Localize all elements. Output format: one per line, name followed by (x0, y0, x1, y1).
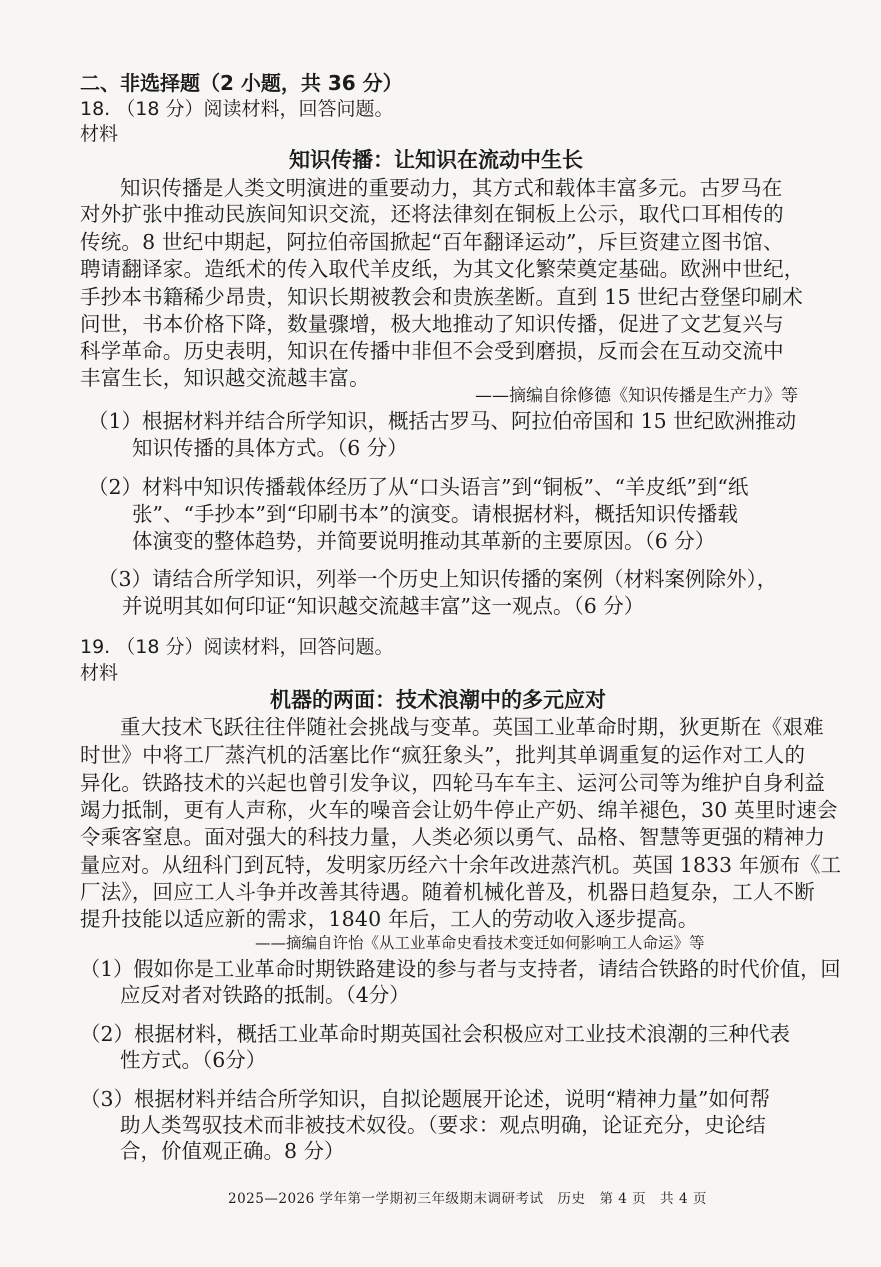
q19-question-1: （1）假如你是工业革命时期铁路建设的参与者与支持者，请结合铁路的时代价值，回 (80, 957, 841, 981)
q19-passage-line: 时世》中将工厂蒸汽机的活塞比作“疯狂象头”，批判其单调重复的运作对工人的 (80, 743, 806, 767)
section-heading: 二、非选择题（2 小题，共 36 分） (80, 71, 403, 95)
q19-passage-line: 提升技能以适应新的需求，1840 年后，工人的劳动收入逐步提高。 (80, 907, 699, 931)
q19-passage-line: 竭力抵制，更有人声称，火车的噪音会让奶牛停止产奶、绵羊褪色，30 英里时速会 (80, 798, 838, 822)
q19-passage-line: 重大技术飞跃往往伴随社会挑战与变革。英国工业革命时期，狄更斯在《艰难 (120, 715, 824, 739)
q19-question-2: 性方式。（6分） (120, 1048, 267, 1072)
q18-question-3: （3）请结合所学知识，列举一个历史上知识传播的案例（材料案例除外）， (98, 567, 778, 591)
q18-passage-line: 手抄本书籍稀少昂贵，知识长期被教会和贵族垄断。直到 15 世纪古登堡印刷术 (80, 285, 804, 309)
q19-intro: 19. （18 分）阅读材料，回答问题。 (80, 636, 394, 658)
q18-material-label: 材料 (80, 123, 119, 145)
q19-source: ——摘编自许怡《从工业革命史看技术变迁如何影响工人命运》等 (255, 934, 705, 952)
q18-title: 知识传播：让知识在流动中生长 (289, 147, 583, 172)
q18-passage-line: 对外扩张中推动民族间知识交流，还将法律刻在铜板上公示，取代口耳相传的 (80, 202, 784, 226)
q18-question-2: 张”、“手抄本”到“印刷书本”的演变。请根据材料，概括知识传播载 (132, 502, 738, 526)
q18-passage-line: 丰富生长，知识越交流越丰富。 (80, 366, 370, 390)
q19-question-3: 助人类驾驭技术而非被技术奴役。（要求：观点明确，论证充分，史论结 (120, 1113, 766, 1137)
q18-passage-line: 问世，书本价格下降，数量骤增，极大地推动了知识传播，促进了文艺复兴与 (80, 312, 784, 336)
q18-question-2: （2）材料中知识传播载体经历了从“口头语言”到“铜板”、“羊皮纸”到“纸 (88, 475, 749, 499)
q18-passage-line: 科学革命。历史表明，知识在传播中非但不会受到磨损，反而会在互动交流中 (80, 339, 784, 363)
q18-passage-line: 传统。8 世纪中期起，阿拉伯帝国掀起“百年翻译运动”，斥巨资建立图书馆、 (80, 230, 784, 254)
q18-question-2: 体演变的整体趋势，并简要说明推动其革新的主要原因。（6 分） (132, 529, 716, 553)
q19-material-label: 材料 (80, 662, 119, 684)
q18-passage-line: 知识传播是人类文明演进的重要动力，其方式和载体丰富多元。古罗马在 (120, 176, 783, 200)
q19-passage-line: 异化。铁路技术的兴起也曾引发争议，四轮马车车主、运河公司等为维护自身利益 (80, 771, 826, 795)
q19-question-3: 合，价值观正确。8 分） (120, 1139, 345, 1163)
q18-source: ——摘编自徐修德《知识传播是生产力》等 (475, 386, 798, 406)
q19-passage-line: 令乘客窒息。面对强大的科技力量，人类必须以勇气、品格、智慧等更强的精神力 (80, 825, 826, 849)
q18-intro: 18. （18 分）阅读材料，回答问题。 (80, 98, 394, 120)
page-footer: 2025—2026 学年第一学期初三年级期末调研考试 历史 第 4 页 共 4 页 (228, 1191, 707, 1207)
q19-title: 机器的两面：技术浪潮中的多元应对 (270, 687, 606, 712)
q18-question-1: （1）根据材料并结合所学知识，概括古罗马、阿拉伯帝国和 15 世纪欧洲推动 (88, 409, 797, 433)
q19-question-3: （3）根据材料并结合所学知识，自拟论题展开论述，说明“精神力量”如何帮 (80, 1087, 771, 1111)
q18-question-1: 知识传播的具体方式。（6 分） (132, 436, 408, 460)
q18-question-3: 并说明其如何印证“知识越交流越丰富”这一观点。（6 分） (122, 594, 645, 618)
q18-passage-line: 聘请翻译家。造纸术的传入取代羊皮纸，为其文化繁荣奠定基础。欧洲中世纪， (80, 257, 805, 281)
q19-passage-line: 厂法》，回应工人斗争并改善其待遇。随着机械化普及，机器日趋复杂，工人不断 (80, 880, 815, 904)
q19-question-1: 应反对者对铁路的抵制。（4分） (120, 983, 410, 1007)
q19-passage-line: 量应对。从纽科门到瓦特，发明家历经六十余年改进蒸汽机。英国 1833 年颁布《工 (80, 853, 842, 877)
q19-question-2: （2）根据材料，概括工业革命时期英国社会积极应对工业技术浪潮的三种代表 (80, 1022, 791, 1046)
